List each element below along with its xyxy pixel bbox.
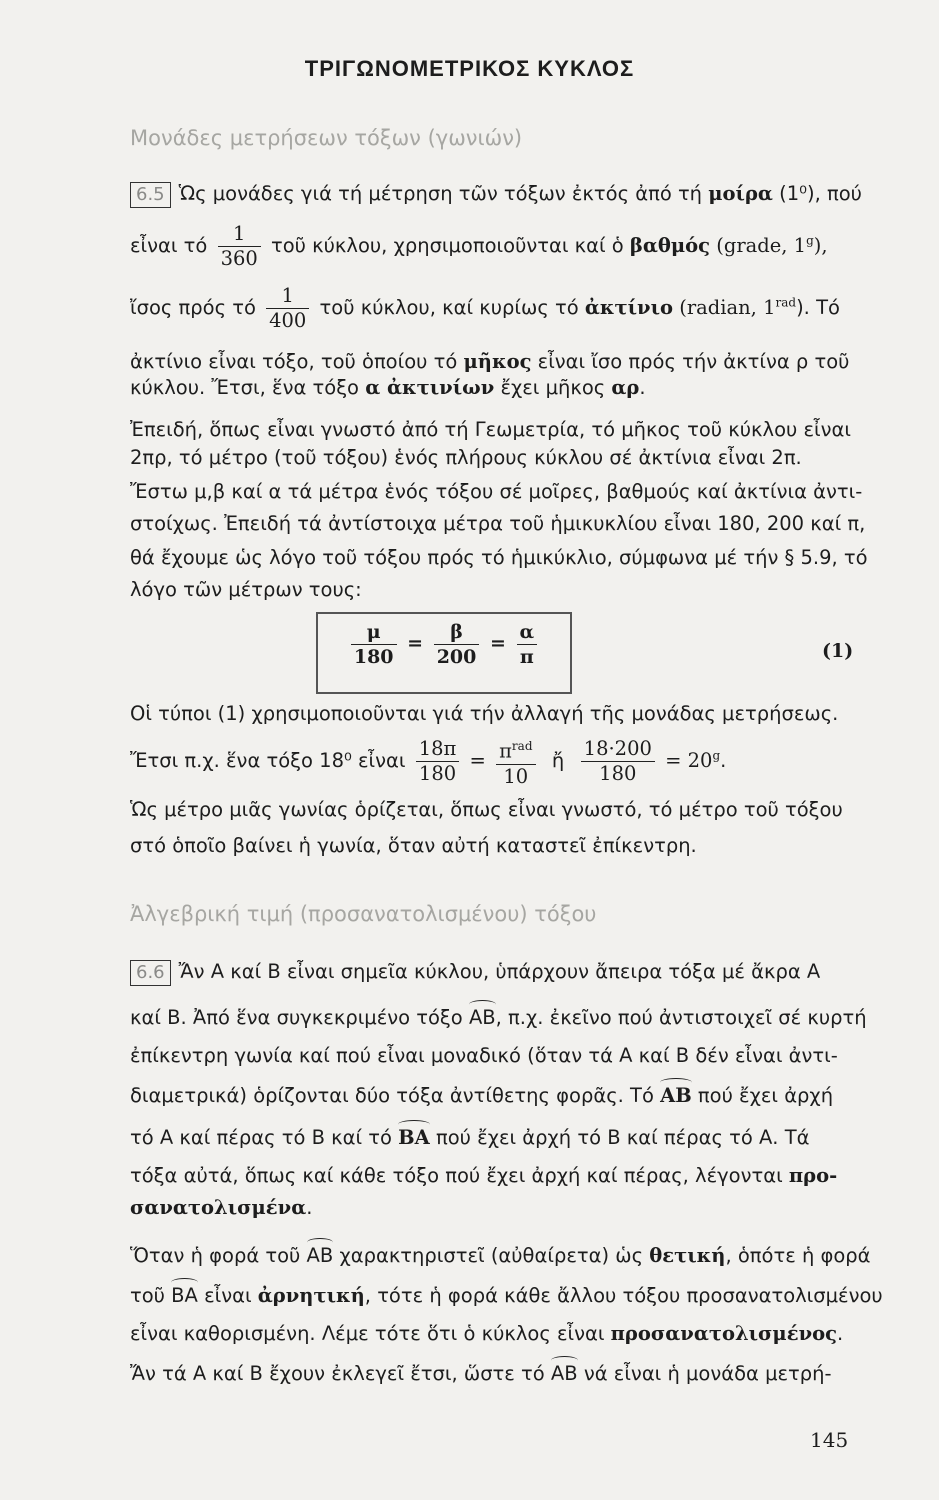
text-line: Οἱ τύποι (1) χρησιμοποιοῦνται γιά τήν ἀλλαγή τῆς μονάδας μετρήσεως. [130,702,839,725]
text-line: τόξα αὐτά, ὅπως καί κάθε τόξο πού ἔχει ἀρχή καί πέρας, λέγονται προ- [130,1164,838,1187]
text-line: Ἔτσι π.χ. ἕνα τόξο 18⁰ εἶναι $\frac{18\pi}{180}$ = $\frac{\pi^{rad}}{10}$ ἤ $\frac{18\cdot 200}{180}$ = $20^g$. [130,734,845,789]
section-number-box: 6.6 [130,960,171,986]
text-line: ἴσος πρός τό $\frac{1}{400}$ τοῦ κύκλου, καί κυρίως τό ἀκτίνιο (radian, $1^{rad}$). Τό [130,284,840,332]
arc-symbol: ΑΒ [550,1362,578,1385]
equation-label: (1) [822,640,854,662]
section-heading-units: Μονάδες μετρήσεων τόξων (γωνιών) [130,126,523,150]
text-line: Ὅταν ἡ φορά τοῦ ΑΒ χαρακτηριστεῖ (αὐθαίρετα) ὡς θετική, ὁπότε ἡ φορά [130,1244,871,1267]
arc-symbol: ΑΒ [468,1006,496,1029]
text-line: ἐπίκεντρη γωνία καί πού εἶναι μοναδικό (ὅταν τά Α καί Β δέν εἶναι ἀντι- [130,1044,838,1067]
text-line: εἶναι τό $\frac{1}{360}$ τοῦ κύκλου, χρησιμοποιοῦνται καί ὁ βαθμός (grade, 1$^g$), [130,222,828,270]
fraction: $\frac{18\cdot 200}{180}$ [581,737,655,786]
section-heading-algebraic-value: Ἀλγεβρική τιμή (προσανατολισμένου) τόξου [130,902,597,926]
page-number: 145 [810,1428,849,1452]
fraction: $\frac{\pi^{rad}}{10}$ [496,734,535,789]
fraction: $\frac{18\pi}{180}$ [416,737,460,786]
text-line: τοῦ ΒΑ εἶναι ἀρνητική, τότε ἡ φορά κάθε ἄλλου τόξου προσανατολισμένου [130,1284,883,1307]
text-line: 2πρ, τό μέτρο (τοῦ τόξου) ἑνός πλήρους κύκλου σέ ἀκτίνια εἶναι 2π. [130,446,802,469]
text-line: 6.6 Ἄν Α καί Β εἶναι σημεῖα κύκλου, ὑπάρχουν ἄπειρα τόξα μέ ἄκρα Α [130,960,845,986]
text-line: 6.5 Ὡς μονάδες γιά τή μέτρηση τῶν τόξων ἐκτός ἀπό τή μοίρα (1⁰), πού [130,182,845,208]
text-line: καί Β. Ἀπό ἕνα συγκεκριμένο τόξο ΑΒ, π.χ. ἐκεῖνο πού ἀντιστοιχεῖ σέ κυρτή [130,1006,867,1029]
text-line: στοίχως. Ἐπειδή τά ἀντίστοιχα μέτρα τοῦ ἡμικυκλίου εἶναι 180, 200 καί π, [130,512,866,535]
text-line: κύκλου. Ἔτσι, ἕνα τόξο α ἀκτινίων ἔχει μῆκος αρ. [130,376,646,399]
arc-symbol: ΒΑ [398,1126,430,1149]
text-line: θά ἔχουμε ὡς λόγο τοῦ τόξου πρός τό ἡμικύκλιο, σύμφωνα μέ τήν § 5.9, τό [130,546,868,569]
formula-box: $\frac{\mu}{180}$ = $\frac{\beta}{200}$ = $\frac{\alpha}{\pi}$ [316,612,572,694]
text-line: στό ὁποῖο βαίνει ἡ γωνία, ὅταν αὐτή καταστεῖ ἐπίκεντρη. [130,834,697,857]
fraction: $\frac{1}{400}$ [266,284,309,333]
text-line: Ἐπειδή, ὅπως εἶναι γνωστό ἀπό τή Γεωμετρία, τό μῆκος τοῦ κύκλου εἶναι [130,418,851,441]
arc-symbol: ΑΒ [660,1084,692,1107]
text-line: σανατολισμένα. [130,1196,313,1219]
chapter-title: ΤΡΙΓΩΝΟΜΕΤΡΙΚΟΣ ΚΥΚΛΟΣ [304,56,635,81]
fraction: $\frac{\beta}{200}$ [434,620,480,669]
fraction: $\frac{\mu}{180}$ [351,620,397,669]
text-line: εἶναι καθορισμένη. Λέμε τότε ὅτι ὁ κύκλος εἶναι προσανατολισμένος. [130,1322,844,1345]
text-line: ἀκτίνιο εἶναι τόξο, τοῦ ὁποίου τό μῆκος εἶναι ἴσο πρός τήν ἀκτίνα ρ τοῦ [130,350,850,373]
text-line: Ὡς μέτρο μιᾶς γωνίας ὁρίζεται, ὅπως εἶναι γνωστό, τό μέτρο τοῦ τόξου [130,798,843,821]
fraction: $\frac{\alpha}{\pi}$ [517,620,538,669]
text-line: διαμετρικά) ὁρίζονται δύο τόξα ἀντίθετης φορᾶς. Τό ΑΒ πού ἔχει ἀρχή [130,1084,834,1107]
text-line: Ἔστω μ,β καί α τά μέτρα ἑνός τόξου σέ μοῖρες, βαθμούς καί ἀκτίνια ἀντι- [130,480,863,503]
text-line: τό Α καί πέρας τό Β καί τό ΒΑ πού ἔχει ἀρχή τό Β καί πέρας τό Α. Τά [130,1126,810,1149]
arc-symbol: ΒΑ [171,1284,198,1307]
fraction: $\frac{1}{360}$ [218,222,261,271]
text-line: λόγο τῶν μέτρων τους: [130,578,362,601]
section-number-box: 6.5 [130,182,171,208]
text-line: Ἄν τά Α καί Β ἔχουν ἐκλεγεῖ ἔτσι, ὥστε τό ΑΒ νά εἶναι ἡ μονάδα μετρή- [130,1362,832,1385]
arc-symbol: ΑΒ [306,1244,334,1267]
